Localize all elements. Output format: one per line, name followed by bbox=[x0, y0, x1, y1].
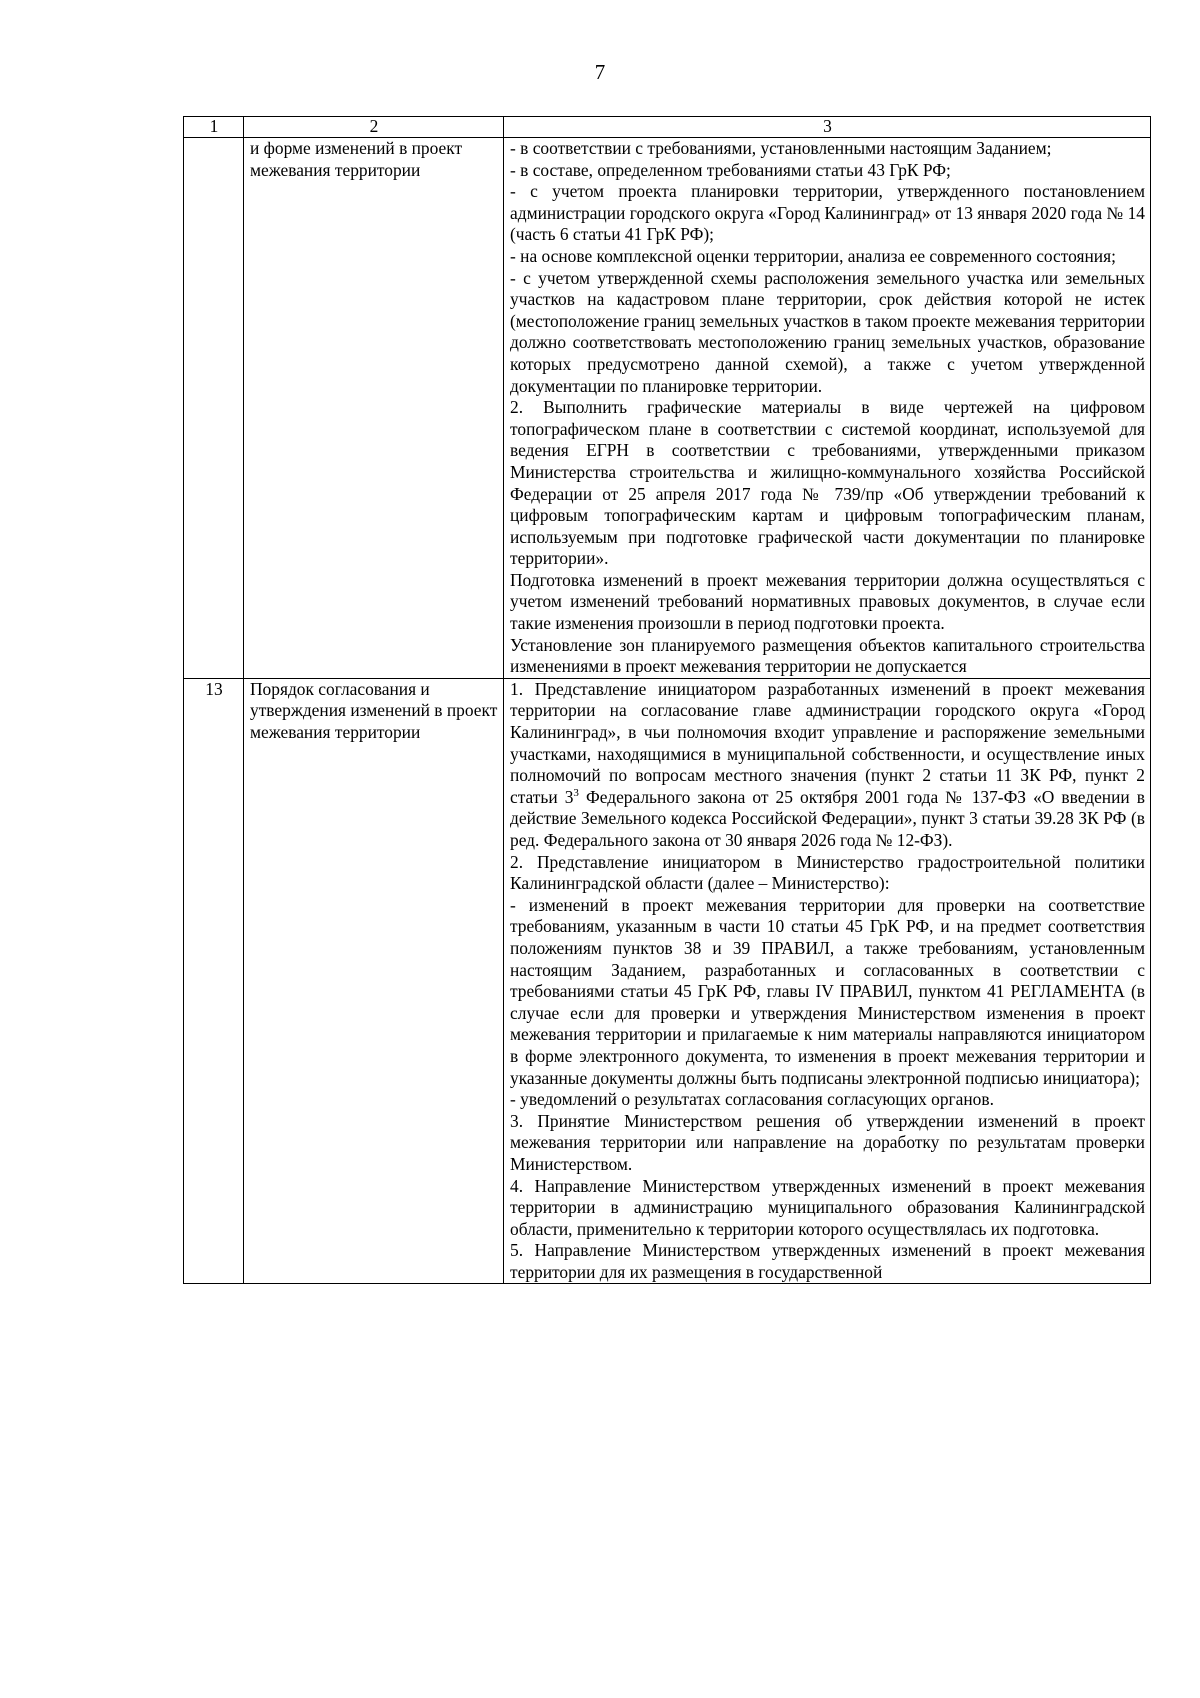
row-title: Порядок согласования и утверждения изменений в проект межевания территории bbox=[244, 678, 504, 1284]
row-content bbox=[504, 138, 1151, 679]
paragraph: 4. Направление Министерством утвержденных изменений в проект межевания территории в администрацию муниципального образования Калининградской области, применительно к территории которого осуществлялась их подготовка. bbox=[510, 1175, 1145, 1239]
paragraph: - в составе, определенном требованиями статьи 43 ГрК РФ; bbox=[510, 159, 951, 180]
paragraph: 2. Выполнить графические материалы в виде чертежей на цифровом топографическом плане в соответствии с системой координат, используемой для ведения ЕГРН в соответствии с требованиями, утвержденными приказом Министерства строительства и жилищно-коммунального хозяйства Российской Федерации от 25 апреля 2017 года № 739/пр «Об утверждении требований к цифровым топографическим картам и цифровым топографическим планам, используемым при подготовке графической части документации по планировке территории». bbox=[510, 397, 1145, 569]
paragraph: - с учетом проекта планировки территории, утвержденного постановлением администрации городского округа «Город Калининград» от 13 января 2020 года № 14 (часть 6 статьи 41 ГрК РФ); bbox=[510, 181, 1145, 245]
paragraph: 2. Представление инициатором в Министерство градостроительной политики Калининградской области (далее – Министерство): bbox=[510, 851, 1145, 894]
paragraph: - в соответствии с требованиями, установленными настоящим Заданием; bbox=[510, 138, 1052, 158]
paragraph: - изменений в проект межевания территории для проверки на соответствие требованиям, указанным в части 10 статьи 45 ГрК РФ, и на предмет соответствия положениям пунктов 38 и 39 ПРАВИЛ, а также требованиям, установленным настоящим Заданием, разработанных и согласованных в соответствии с требованиями статьи 45 ГрК РФ, главы IV ПРАВИЛ, пунктом 41 РЕГЛАМЕНТА (в случае если для проверки и утверждения Министерством изменения в проект межевания территории и прилагаемые к ним материалы направляются инициатором в форме электронного документа, то изменения в проект межевания территории и указанные документы должны быть подписаны электронной подписью инициатора); bbox=[510, 894, 1145, 1088]
table-header-row bbox=[184, 117, 1151, 138]
paragraph: - на основе комплексной оценки территории, анализа ее современного состояния; bbox=[510, 245, 1116, 266]
paragraph: - с учетом утвержденной схемы расположения земельного участка или земельных участков на кадастровом плане территории, срок действия которой не истек (местоположение границ земельных участков в таком проекте межевания территории должно соответствовать местоположению границ земельных участков, образование которых предусмотрено данной схемой), а также с учетом утвержденной документации по планировке территории. bbox=[510, 267, 1145, 396]
column-header: 1 bbox=[184, 117, 244, 138]
paragraph: 1. Представление инициатором разработанных изменений в проект межевания территории на согласование главе администрации городского округа «Город Калининград», в чьи полномочия входит управление и распоряжение земельными участками, находящимися в муниципальной собственности, и осуществление иных полномочий по вопросам местного значения (пункт 2 статьи 11 ЗК РФ, пункт 2 статьи $3^3$ Федерального закона от 25 октября 2001 года № 137-ФЗ «О введении в действие Земельного кодекса Российской Федерации», пункт 3 статьи 39.28 ЗК РФ (в ред. Федерального закона от 30 января 2026 года № 12-ФЗ). bbox=[510, 678, 1146, 850]
column-header: 2 bbox=[244, 117, 504, 138]
paragraph: - уведомлений о результатах согласования согласующих органов. bbox=[510, 1089, 994, 1110]
paragraph: Установление зон планируемого размещения объектов капитального строительства изменениями в проект межевания территории не допускается bbox=[510, 634, 1145, 677]
column-header: 3 bbox=[504, 117, 1151, 138]
page-number: 7 bbox=[594, 60, 606, 84]
paragraph: Подготовка изменений в проект межевания территории должна осуществляться с учетом изменений требований нормативных правовых документов, в случае если такие изменения произошли в период подготовки проекта. bbox=[510, 569, 1145, 634]
table-row bbox=[184, 678, 1151, 1284]
row-content bbox=[504, 678, 1151, 1284]
paragraph: 3. Принятие Министерством решения об утверждении изменений в проект межевания территории или направление на доработку по результатам проверки Министерством. bbox=[510, 1110, 1145, 1174]
superscript: 3 bbox=[573, 787, 579, 800]
paragraph: 5. Направление Министерством утвержденных изменений в проект межевания территории для их размещения в государственной bbox=[510, 1240, 1145, 1282]
row-number: 13 bbox=[184, 678, 244, 1284]
requirements-table bbox=[183, 116, 1151, 1284]
row-number bbox=[184, 138, 244, 679]
table-row bbox=[184, 138, 1151, 679]
row-title: и форме изменений в проект межевания территории bbox=[244, 138, 504, 679]
